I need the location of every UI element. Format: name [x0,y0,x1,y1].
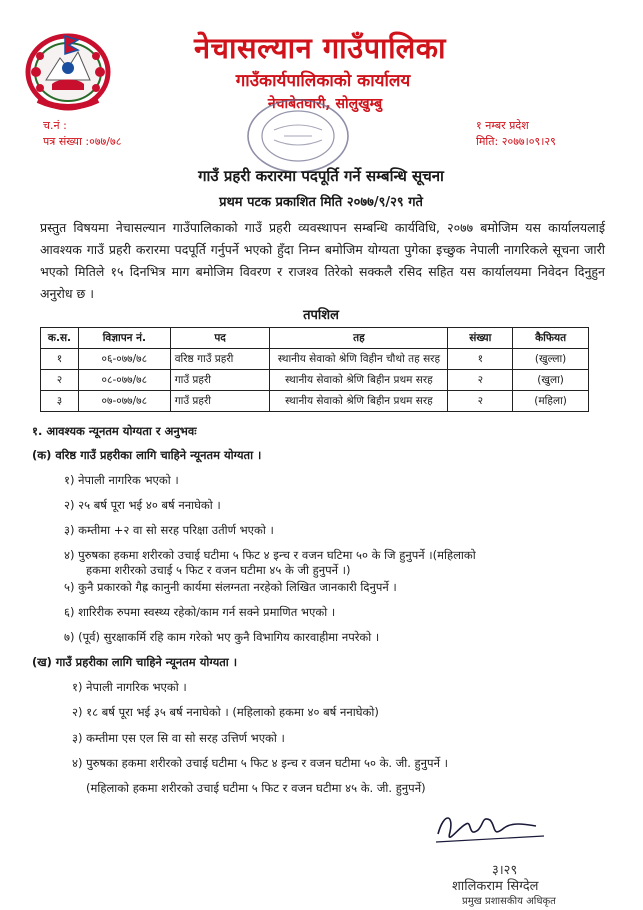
header-level: तह [270,328,448,349]
cell-post: गाउँ प्रहरी [170,370,270,391]
reference-number: च.नं : [43,119,67,132]
header-post: पद [170,328,270,349]
cell-level: स्थानीय सेवाको श्रेणि बिहीन प्रथम सरह [270,370,448,391]
list-item: १) नेपाली नागरिक भएको । [72,680,187,694]
signatory-designation: प्रमुख प्रशासकीय अधिकृत [462,896,556,907]
notice-title: गाउँ प्रहरी करारमा पदपूर्ति गर्ने सम्बन्धि सूचना [198,167,444,185]
office-name: नेचासल्यान गाउँपालिका [193,31,447,65]
published-date: प्रथम पटक प्रकाशित मिति २०७७/९/२९ गते [219,195,423,210]
cell-advert-no: ०८-०७७/७८ [78,370,170,391]
cell-count: १ [448,349,513,370]
cell-remarks: (महिला) [513,391,589,412]
cell-level: स्थानीय सेवाको श्रेणि बिहीन प्रथम सरह [270,391,448,412]
header-remarks: कैफियत [513,328,589,349]
cell-advert-no: ०७-०७७/७८ [78,391,170,412]
cell-count: २ [448,391,513,412]
posts-table [40,327,589,412]
notice-body: प्रस्तुत विषयमा नेचासल्यान गाउँपालिकाको गाउँ प्रहरी व्यवस्थापन सम्बन्धि कार्यविधि, २०७७ बमोजिम यस कार्यालयलाई आवश्यक गाउँ प्रहरी करारमा पदपूर्ति गर्नुपर्ने भएको हुँदा निम्न बमोजिम योग्यता पुगेका इच्छुक नेपाली नागरिकले सूचना जारी भएको मितिले १५ दिनभित्र माग बमोजिम विवरण र राजश्व तिरेको सक्कलै रसिद सहित यस कार्यालयमा निवेदन दिनुहुन अनुरोध छ । [40,220,605,301]
cell-advert-no: ०६-०७७/७८ [78,349,170,370]
cell-serial: ३ [41,391,79,412]
section-b-title: (ख) गाउँ प्रहरीका लागि चाहिने न्यूनतम योग्यता । [32,655,238,669]
office-address: नेचाबेतघारी, सोलुखुम्बु [267,96,383,112]
list-item: ४) पुरुषका हकमा शरीरको उचाई घटीमा ५ फिट ४ इन्च र वजन घटीमा ५० के. जी. हुनुपर्ने । [72,756,448,770]
list-item: २) २५ बर्ष पूरा भई ४० बर्ष ननाघेको । [64,498,221,512]
header-count: संख्या [448,328,513,349]
signature-date: ३।२९ [492,863,518,878]
list-item-continuation: हकमा शरीरको उचाई ५ फिट र वजन घटीमा ४५ के जी हुनुपर्ने ।) [86,563,351,577]
section-a-title: (क) वरिष्ठ गाउँ प्रहरीका लागि चाहिने न्यूनतम योग्यता । [32,448,262,462]
letter-number: पत्र संख्या :०७७/७८ [43,135,122,148]
list-item: १) नेपाली नागरिक भएको । [64,473,179,487]
cell-count: २ [448,370,513,391]
header-advert-no: विज्ञापन नं. [78,328,170,349]
cell-remarks: (खुल्ला) [513,349,589,370]
cell-serial: १ [41,349,79,370]
table-title: तपशिल [303,308,339,323]
list-item: ४) पुरुषका हकमा शरीरको उचाई घटीमा ५ फिट ४ इन्च र वजन घटिमा ५० के जि हुनुपर्ने ।(महिलाको [64,548,476,562]
header-serial: क.स. [41,328,79,349]
list-item: २) १८ बर्ष पूरा भई ३५ बर्ष ननाघेको । (महिलाको हकमा ४० बर्ष ननाघेको) [72,705,379,719]
list-item: ३) कम्तीमा एस एल सि वा सो सरह उत्तिर्ण भएको । [72,731,285,745]
qualifications-title: १. आवश्यक न्यूनतम योग्यता र अनुभवः [32,424,197,438]
issue-date: मिति: २०७७।०९।२९ [476,135,556,148]
list-item: ७) (पूर्व) सुरक्षाकर्मि रहि काम गरेको भए कुनै विभागिय कारवाहीमा नपरेको । [64,630,380,644]
list-item: ६) शारिरीक रुपमा स्वस्थ्य रहेको/काम गर्न सक्ने प्रमाणित भएको । [64,605,336,619]
cell-level: स्थानीय सेवाको श्रेणि विहीन चौथो तह सरह [270,349,448,370]
list-item-continuation: (महिलाको हकमा शरीरको उचाई घटीमा ५ फिट र वजन घटीमा ४५ के. जी. हुनुपर्ने) [86,781,426,795]
cell-remarks: (खुला) [513,370,589,391]
cell-post: वरिष्ठ गाउँ प्रहरी [170,349,270,370]
cell-post: गाउँ प्रहरी [170,391,270,412]
list-item: ३) कम्तीमा +२ वा सो सरह परिक्षा उतीर्ण भएको । [64,523,274,537]
list-item: ५) कुनै प्रकारको गैह्र कानुनी कार्यमा संलग्नता नरहेको लिखित जानकारी दिनुपर्ने । [64,580,397,594]
nepal-emblem-icon [22,28,114,114]
province: १ नम्बर प्रदेश [476,119,529,132]
office-stamp-icon [244,96,352,176]
signatory-name: शालिकराम सिग्देल [452,879,539,894]
cell-serial: २ [41,370,79,391]
table-row [41,370,589,391]
table-row [41,349,589,370]
table-row [41,391,589,412]
table-header-row [41,328,589,349]
office-subtitle: गाउँकार्यपालिकाको कार्यालय [235,71,411,91]
